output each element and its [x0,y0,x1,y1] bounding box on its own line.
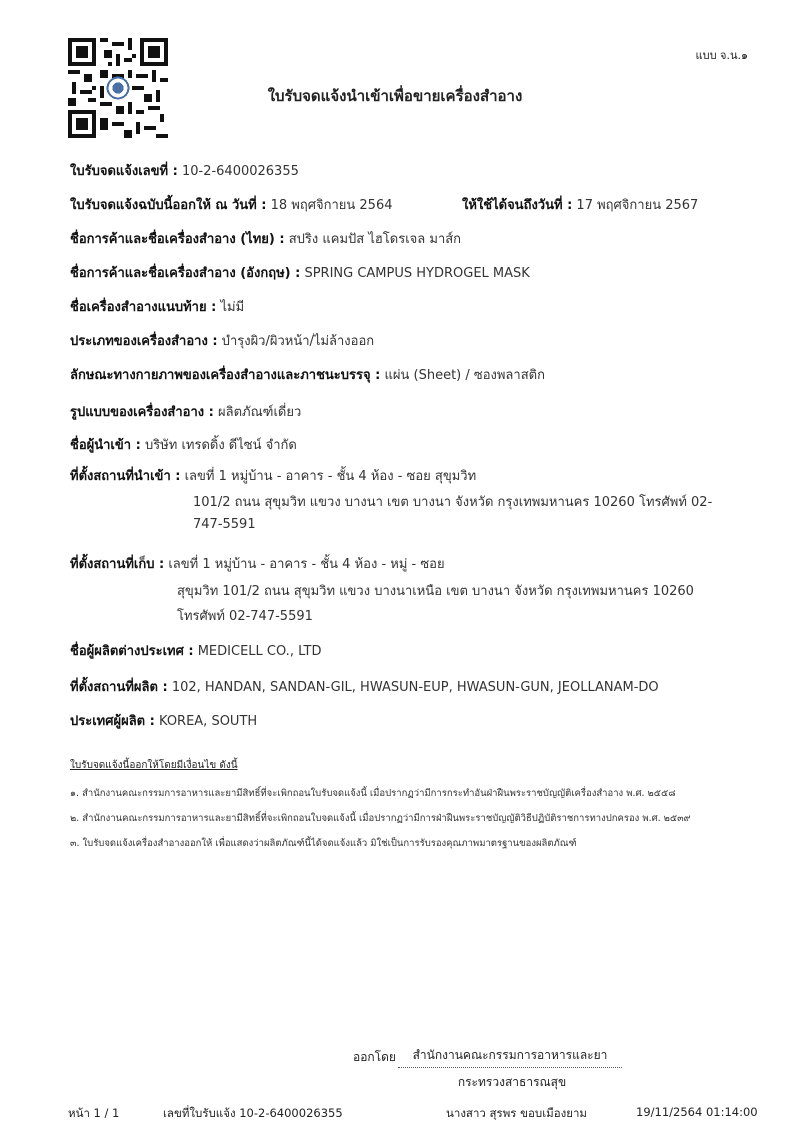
attached-row [70,296,244,317]
import-addr-line-1: เลขที่ 1 หมู่บ้าน - อาคาร - ชั้น 4 ห้อง - ซอย สุขุมวิท [184,469,477,484]
physical-row [70,364,545,385]
conditions-heading: ใบรับจดแจ้งนี้ออกให้โดยมีเงื่อนไข ดังนี้ [70,760,238,771]
attached-value: ไม่มี [220,300,245,315]
import-addr-line-3: 747-5591 [193,517,256,532]
country-row [70,710,257,731]
importer-value: บริษัท เทรดดิ้ง ดีไซน์ จำกัด [144,438,297,453]
country-value: KOREA, SOUTH [159,714,258,729]
reg-no-value: 10-2-6400026355 [181,164,299,179]
footer-officer: นางสาว สุรพร ขอบเมืองยาม [446,1106,588,1120]
condition-item: ๑. สำนักงานคณะกรรมการอาหารและยามีสิทธิ์ที่จะเพิกถอนใบรับจดแจ้งนี้ เมื่อปรากฏว่ามีการกระทำอันฝ่าฝืนพระราชบัญญัติเครื่องสำอาง พ.ศ. ๒๕๕๘ [70,788,676,799]
valid-value: 17 พฤศจิกายน 2567 [576,198,699,213]
storage-addr-line-3: โทรศัพท์ 02-747-5591 [177,609,313,624]
mfg-addr-row [70,676,659,697]
manufacturer-value: MEDICELL CO., LTD [197,644,322,659]
condition-item: ๒. สำนักงานคณะกรรมการอาหารและยามีสิทธิ์ที่จะเพิกถอนใบจดแจ้งนี้ เมื่อปรากฏว่ามีการฝ่าฝืนพระราชบัญญัติวิธีปฏิบัติราชการทางปกครอง พ.ศ. ๒๕๓๙ [70,813,691,824]
reg-no-label: ใบรับจดแจ้งเลขที่ : [70,164,178,179]
country-label: ประเทศผู้ผลิต : [70,714,155,729]
form-code: แบบ จ.น.๑ [695,49,748,62]
manufacturer-label: ชื่อผู้ผลิตต่างประเทศ : [70,644,194,659]
name-en-value: SPRING CAMPUS HYDROGEL MASK [304,266,530,281]
type-label: ประเภทของเครื่องสำอาง : [70,334,218,349]
document-title: ใบรับจดแจ้งนำเข้าเพื่อขายเครื่องสำอาง [267,87,523,105]
footer-timestamp: 19/11/2564 01:14:00 [636,1105,758,1119]
import-addr-row [70,465,476,486]
storage-addr-row [70,553,445,574]
importer-row [70,434,297,455]
issued-label: ใบรับจดแจ้งฉบับนี้ออกให้ ณ วันที่ : [70,198,267,213]
attached-label: ชื่อเครื่องสำอางแนบท้าย : [70,300,217,315]
mfg-addr-label: ที่ตั้งสถานที่ผลิต : [70,680,168,695]
storage-addr-line-1: เลขที่ 1 หมู่บ้าน - อาคาร - ชั้น 4 ห้อง - หมู่ - ซอย [168,557,445,572]
name-en-row [70,262,530,283]
format-label: รูปแบบของเครื่องสำอาง : [70,405,214,420]
import-addr-line-2: 101/2 ถนน สุขุมวิท แขวง บางนา เขต บางนา จังหวัด กรุงเทพมหานคร 10260 โทรศัพท์ 02- [193,495,713,510]
page-number: หน้า 1 / 1 [68,1106,120,1120]
issued-by-label: ออกโดย [353,1050,396,1064]
issuing-ministry: กระทรวงสาธารณสุข [457,1075,567,1089]
valid-label: ให้ใช้ได้จนถึงวันที่ : [462,198,573,213]
footer-reg-ref: เลขที่ใบรับแจ้ง 10-2-6400026355 [163,1106,343,1120]
physical-value: แผ่น (Sheet) / ซองพลาสติก [384,368,545,383]
name-th-row [70,228,461,249]
storage-addr-label: ที่ตั้งสถานที่เก็บ : [70,557,165,572]
reg-no-row [70,160,299,181]
format-row [70,401,301,422]
name-th-label: ชื่อการค้าและชื่อเครื่องสำอาง (ไทย) : [70,232,285,247]
type-row [70,330,374,351]
manufacturer-row [70,640,322,661]
format-value: ผลิตภัณฑ์เดี่ยว [218,405,302,420]
issuing-agency: สำนักงานคณะกรรมการอาหารและยา [398,1046,622,1068]
name-en-label: ชื่อการค้าและชื่อเครื่องสำอาง (อังกฤษ) : [70,266,301,281]
valid-row [462,194,698,215]
importer-label: ชื่อผู้นำเข้า : [70,438,141,453]
issued-value: 18 พฤศจิกายน 2564 [270,198,393,213]
import-addr-label: ที่ตั้งสถานที่นำเข้า : [70,469,181,484]
storage-addr-line-2: สุขุมวิท 101/2 ถนน สุขุมวิท แขวง บางนาเหนือ เขต บางนา จังหวัด กรุงเทพมหานคร 10260 [177,584,694,599]
issued-row [70,194,393,215]
physical-label: ลักษณะทางกายภาพของเครื่องสำอางและภาชนะบรรจุ : [70,368,381,383]
name-th-value: สปริง แคมปัส ไฮโดรเจล มาส์ก [288,232,462,247]
mfg-addr-value: 102, HANDAN, SANDAN-GIL, HWASUN-EUP, HWASUN-GUN, JEOLLANAM-DO [171,680,659,695]
type-value: บำรุงผิว/ผิวหน้า/ไม่ล้างออก [221,334,375,349]
condition-item: ๓. ใบรับจดแจ้งเครื่องสำอางออกให้ เพื่อแสดงว่าผลิตภัณฑ์นี้ได้จดแจ้งแล้ว มิใช่เป็นการรับรองคุณภาพมาตรฐานของผลิตภัณฑ์ [70,838,577,849]
